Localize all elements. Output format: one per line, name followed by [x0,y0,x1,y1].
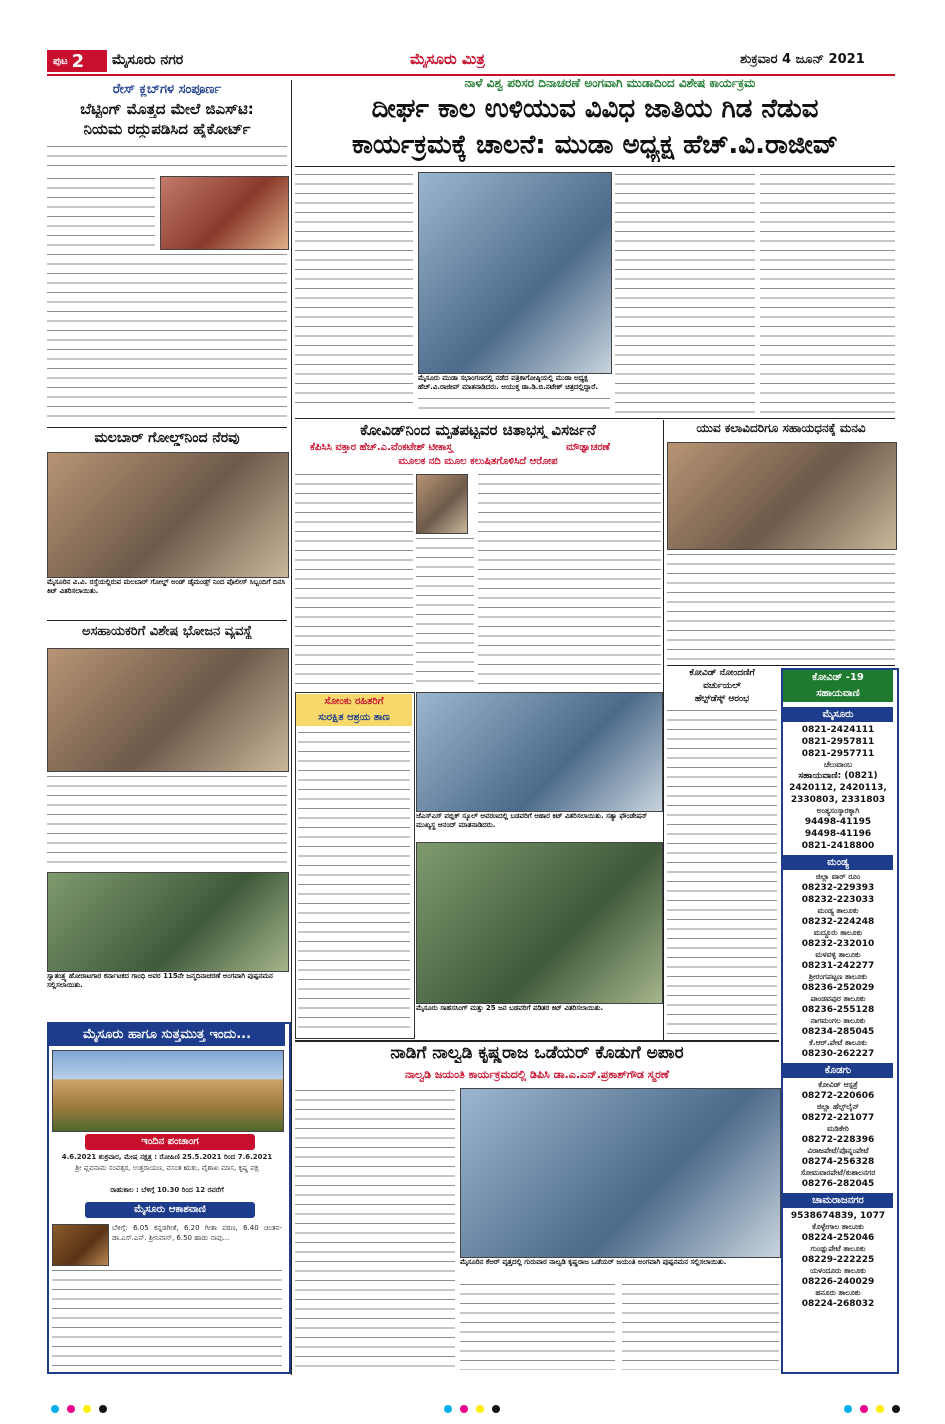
helpline-label: ಮದ್ದೂರು ತಾಲೂಕು [813,928,863,937]
story1-headline-2: ನಿಯಮ ರದ್ದುಪಡಿಸಿದ ಹೈಕೋರ್ಟ್ [83,120,251,138]
crowd-photo [416,842,663,1004]
krishna-photo [460,1088,781,1258]
covid-subhead-3: ಮೂಲಕ ನದಿ ಮೂಲ ಕಲುಷಿತಗೊಳಿಸಿದೆ ಆರೋಪ [398,456,558,467]
lead-headline-2: ಕಾರ್ಯಕ್ರಮಕ್ಕೆ ಚಾಲನೆ: ಮುಡಾ ಅಧ್ಯಕ್ಷ ಹೆಚ್.ವಿ.ರಾಜೀವ್ [352,130,838,160]
helpline-number: 08236-252029 [801,983,875,993]
krishna-caption: ಮೈಸೂರಿನ ಕೆಆರ್ ವೃತ್ತದಲ್ಲಿ ಗುರುವಾರ ನಾಲ್ವಡಿ ಕೃಷ್ಣರಾಜ ಒಡೆಯರ್ ಜಯಂತಿ ಅಂಗವಾಗಿ ಪುಷ್ಪನಮನ ಸಲ್ಲಿಸಲಾಯಿತು. [460,1258,727,1266]
helpline-label: ಹನೂರು ತಾಲೂಕು [815,1288,861,1297]
malabar-photo [47,452,289,578]
tribute-caption: ಸ್ವಾತಂತ್ರ್ಯ ಹೋರಾಟಗಾರ ಕರ್ನಾಟಕದ ಗಾಂಧಿ ಅವರ 115ನೇ ಜನ್ಮದಿನಾಚರಣೆ ಅಂಗವಾಗಿ ಪುಷ್ಪನಮನ ಸಲ್ಲಿಸಲಾಯಿತು. [47,972,273,989]
left-divider-1 [47,427,287,428]
helpline-number: 2330803, 2331803 [790,795,886,805]
page-number: 2 [71,50,85,72]
helpline-label: ಜಿಲ್ಲಾ ಹೆಲ್ಪ್‌ಲೈನ್ [816,1102,860,1111]
covid-body-2 [416,536,474,686]
helpline-label: ಮಳವಳ್ಳಿ ತಾಲೂಕು [815,950,861,959]
lead-kicker: ನಾಳೆ ವಿಶ್ವ ಪರಿಸರ ದಿನಾಚರಣೆ ಅಂಗವಾಗಿ ಮುಡಾದಿಂದ ವಿಶೇಷ ಕಾರ್ಯಕ್ರಮ [464,76,756,90]
helpline-number: 08224-252046 [801,1233,875,1243]
radio-schedule-lead: ಬೆಳಿಗ್ಗೆ: 6.05 ಕನ್ನಡಗೀತೆ, 6.20 ಗೀತಾ ಪಠಣ, 6.40 ಚಿಂತನ-ಡಾ.ಎಸ್.ಎನ್. ಶ್ರೀನಿವಾಸ್, 6.50 ಹಾಡು ನಾವು... [112,1224,282,1242]
helpline-number: 94498-41196 [804,829,872,839]
helpline-label: ಮಂಡ್ಯ ತಾಲೂಕು [817,906,859,915]
virtual-headline: ಕೋವಿಡ್ ನೋಂದಣಿಗೆ [689,668,755,678]
palace-photo [52,1050,284,1132]
lead-body-col4 [760,172,895,414]
helpline-label: ಶ್ರೀರಂಗಪಟ್ಟಣ ತಾಲೂಕು [808,972,868,981]
helpline-label: ವಿರಾಜಪೇಟೆ/ಪೊನ್ನಂಪೇಟೆ [807,1146,869,1155]
krishna-subhead: ನಾಲ್ವಡಿ ಜಯಂತಿ ಕಾರ್ಯಕ್ರಮದಲ್ಲಿ ಡಿಪಿಸಿ ಡಾ.ಎ.ಎನ್.ಪ್ರಕಾಶ್‌ಗೌಡ ಸ್ಮರಣೆ [405,1068,669,1081]
radio-icon [52,1224,109,1266]
story2-headline: ಮಲಬಾರ್ ಗೋಲ್ಡ್‌ನಿಂದ ನೆರವು [94,430,240,446]
radio-title: ಮೈಸೂರು ಆಕಾಶವಾಣಿ [85,1202,255,1218]
helpline-district: ಚಾಮರಾಜನಗರ [783,1193,893,1208]
left-divider-2 [47,620,287,621]
helpline-number: 08231-242277 [801,961,875,971]
helpline-label: ಅಂತ್ಯಸಂಸ್ಕಾರಕ್ಕಾಗಿ [816,806,860,815]
helpline-number: 08229-222225 [801,1255,875,1265]
registration-marks-left [47,1398,111,1417]
helpline-number: 08232-223033 [801,895,875,905]
virtual-body [667,708,777,1038]
krishna-body-3 [622,1282,779,1370]
helpline-number: 08232-229393 [801,883,875,893]
paper-name: ಮೈಸೂರು ಮಿತ್ರ [410,50,485,68]
helpline-number: 08224-268032 [801,1299,875,1309]
helpline-number: 08232-232010 [801,939,875,949]
helpline-label: ಗುಂಡ್ಲುಪೇಟೆ ತಾಲೂಕು [810,1244,866,1253]
registration-marks-center [440,1398,504,1417]
covid-headline: ಕೋವಿಡ್‌ನಿಂದ ಮೃತಪಟ್ಟವರ ಚಿತಾಭಸ್ಮ ವಿಸರ್ಜನೆ [360,421,596,439]
helpline-label: ಚೆಲುವಾಂಬ [823,760,853,769]
kit-caption: ಜೆಎಸ್‌ಎಸ್ ಪಬ್ಲಿಕ್ ಸ್ಕೂಲ್ ಆವರಣದಲ್ಲಿ ಬಡವರಿಗೆ ಆಹಾರ ಕಿಟ್ ವಿತರಿಸಲಾಯಿತು. ಸತ್ಯಾ ಫೌಂಡೇಷನ್ ಮುಖ್ಯಸ್ಥ ಆನಂದ್ ಮಾತನಾಡಿದರು. [416,812,648,829]
helpline-number: 0821-2424111 [801,725,875,735]
story1-body-b [47,176,155,248]
helpline-district: ಮಂಡ್ಯ [783,855,893,870]
helpline-number: 08272-221077 [801,1113,875,1123]
helpline-title-2: ಸಹಾಯವಾಣಿ [783,686,893,702]
center-divider-2 [295,1040,779,1042]
venkatesh-photo [416,474,468,534]
col-rule-left [291,80,292,1375]
story1-body-c [47,252,287,422]
registration-marks-right [840,1398,904,1417]
panchanga-text: 4.6.2021 ಶುಕ್ರವಾರ, ಮೇಷ ನಕ್ಷತ್ರ : ರೋಹಿಣಿ 25.5.2021 ರಿಂದ 7.6.2021 [61,1153,273,1161]
youth-headline: ಯುವ ಕಲಾವಿದರಿಗೂ ಸಹಾಯಧನಕ್ಕೆ ಮನವಿ [696,421,866,435]
lead-photo [418,172,612,374]
helpline-number: 08226-240029 [801,1277,875,1287]
helpline-label: ಮಡಿಕೇರಿ [827,1124,849,1133]
helpline-number: 0821-2418800 [801,841,875,851]
story3-body [47,774,287,868]
helpline-number: ಸಹಾಯವಾಣಿ: (0821) [798,771,878,781]
panchanga-title: ಇಂದಿನ ಪಂಚಾಂಗ [85,1134,255,1150]
shelter-body [298,730,410,1035]
helpline-number: 08272-220606 [801,1091,875,1101]
helpline-number: 94498-41195 [804,817,872,827]
helpline-label: ಕೋವಿಡ್ ಆಸ್ಪತ್ರೆ [818,1080,858,1089]
tribute-photo [47,872,289,972]
youth-photo [667,442,897,550]
helpline-number: 08234-285045 [801,1027,875,1037]
story1-headline: ಬೆಟ್ಟಿಂಗ್ ಮೊತ್ತದ ಮೇಲೆ ಜಿಎಸ್‌ಟಿ: [80,100,254,118]
youth-body [667,552,895,662]
today-box-title: ಮೈಸೂರು ಹಾಗೂ ಸುತ್ತಮುತ್ತ ಇಂದು... [49,1024,285,1046]
story1-kicker: ರೇಸ್ ಕ್ಲಬ್‌ಗಳ ಸಂಪೂರ್ಣ [112,82,222,97]
lead-body-col3 [615,172,755,414]
krishna-body-2 [460,1282,615,1370]
helpline-label: ಪಾಂಡವಪುರ ತಾಲೂಕು [810,994,866,1003]
story3-headline: ಅಸಹಾಯಕರಿಗೆ ವಿಶೇಷ ಭೋಜನ ವ್ಯವಸ್ಥೆ [81,624,253,639]
helpline-number: 08232-224248 [801,917,875,927]
helpline-list [783,704,893,1368]
helpline-number: 08272-228396 [801,1135,875,1145]
malabar-caption: ಮೈಸೂರಿನ ವಿ.ವಿ. ರಸ್ತೆಯಲ್ಲಿರುವ ಮಲಬಾರ್ ಗೋಲ್ಡ್ ಅಂಡ್ ಡೈಮಂಡ್ಸ್ ನಿಂದ ಪೊಲೀಸ್ ಸಿಬ್ಬಂದಿಗೆ ದಿನಸಿ ಕಿಟ್ ವಿತರಿಸಲಾಯಿತು. [47,578,286,595]
page-label: ಪುಟ [53,55,68,67]
kit-photo [416,692,663,812]
helpline-label: ಯಳಂದೂರು ತಾಲೂಕು [809,1266,867,1275]
rahukala-text: ರಾಹುಕಾಲ : ಬೆಳಿಗ್ಗೆ 10.30 ರಿಂದ 12 ರವರೆಗೆ [110,1186,224,1194]
helpline-district: ಕೊಡಗು [783,1063,893,1078]
lead-rule [295,166,895,167]
issue-date: ಶುಕ್ರವಾರ 4 ಜೂನ್ 2021 [740,52,865,67]
helpline-number: 08274-256328 [801,1157,875,1167]
krishna-headline: ನಾಡಿಗೆ ನಾಲ್ವಡಿ ಕೃಷ್ಣರಾಜ ಒಡೆಯರ್ ಕೊಡುಗೆ ಅಪಾರ [390,1043,684,1063]
helpline-title: ಕೋವಿಡ್ -19 [783,670,893,686]
helpline-number: 08230-262227 [801,1049,875,1059]
virtual-headline-3: ಹೆಲ್ಪ್‌ಡೆಸ್ಕ್ ಆರಂಭ [694,694,750,704]
radio-schedule [52,1268,282,1366]
krishna-body-1 [295,1088,455,1370]
story1-body-a [47,144,287,172]
helpline-number: 0821-2957711 [801,749,875,759]
right-divider-1 [667,665,895,666]
helpline-number: 2420112, 2420113, [789,783,887,793]
helpline-district: ಮೈಸೂರು [783,707,893,722]
page-number-badge [47,50,107,72]
helpline-label: ಕೊಳ್ಳೇಗಾಲ ತಾಲೂಕು [812,1222,864,1231]
covid-subhead-1: ಕೆಪಿಸಿಸಿ ವಕ್ತಾರ ಹೆಚ್.ಎ.ವೆಂಕಟೇಶ್ ಟೀಕಾಸ್ತ್ರ [310,442,453,453]
virtual-headline-2: ವರ್ಚುಯಲ್ [703,681,741,691]
covid-body-1 [295,472,413,686]
section-name: ಮೈಸೂರು ನಗರ [112,52,184,68]
helpline-number: 0821-2957811 [801,737,875,747]
covid-body-3 [478,472,661,686]
covid-subhead-2: ಮೌಢ್ಯಾಚರಣೆ [566,442,610,453]
highcourt-photo [160,176,289,250]
helpline-number: 08276-282045 [801,1179,875,1189]
helpline-label: ಕೆ.ಆರ್.ಪೇಟೆ ತಾಲೂಕು [809,1038,867,1047]
lead-body-col2 [418,396,610,414]
lead-photo-caption: ಮೈಸೂರು ಮುಡಾ ಸಭಾಂಗಣದಲ್ಲಿ ನಡೆದ ಪತ್ರಿಕಾಗೋಷ್ಠಿಯಲ್ಲಿ ಮುಡಾ ಅಧ್ಯಕ್ಷ ಹೆಚ್.ವಿ.ರಾಜೀವ್ ಮಾತನಾಡಿದರು. ಆಯುಕ್ತ ಡಾ.ಡಿ.ಬಿ.ನಟೇಶ್ ಚಿತ್ರದಲ್ಲಿದ್ದಾರೆ. [418,374,598,391]
shelter-headline-2: ಸುರಕ್ಷಿತ ಆಶ್ರಯ ತಾಣ [296,710,412,726]
helpline-label: ನಾಗಮಂಗಲ ತಾಲೂಕು [810,1016,866,1025]
shelter-headline: ಸೋಂಕು ರಹಿತರಿಗೆ [296,694,412,710]
crowd-caption: ಮೈಸೂರು ಸಾಹಸಸಿಂಗ್ ಮತ್ತು 25 ಜನ ಬಡವರಿಗೆ ಪಡಿತರ ಕಿಟ್ ವಿತರಿಸಲಾಯಿತು. [416,1004,604,1012]
lead-headline-1: ದೀರ್ಘ ಕಾಲ ಉಳಿಯುವ ವಿವಿಧ ಜಾತಿಯ ಗಿಡ ನೆಡುವ [371,94,819,124]
center-divider-1 [295,418,895,419]
helpline-label: ಸೋಮವಾರಪೇಟೆ/ಕುಶಾಲನಗರ [800,1168,876,1177]
col-rule-right [663,420,664,1040]
lead-body-col1 [295,172,413,410]
food-photo [47,648,289,772]
panchanga-text-2: ಶ್ರೀ ಪ್ಲವನಾಮ ಸಂವತ್ಸರ, ಉತ್ತರಾಯಣ, ವಸಂತ ಋತು, ವೈಶಾಖ ಮಾಸ, ಕೃಷ್ಣ ಪಕ್ಷ [75,1164,259,1172]
helpline-label: ಜಿಲ್ಲಾ ವಾರ್ ರೂಂ [815,872,861,881]
helpline-number: 9538674839, 1077 [790,1211,886,1221]
helpline-number: 08236-255128 [801,1005,875,1015]
